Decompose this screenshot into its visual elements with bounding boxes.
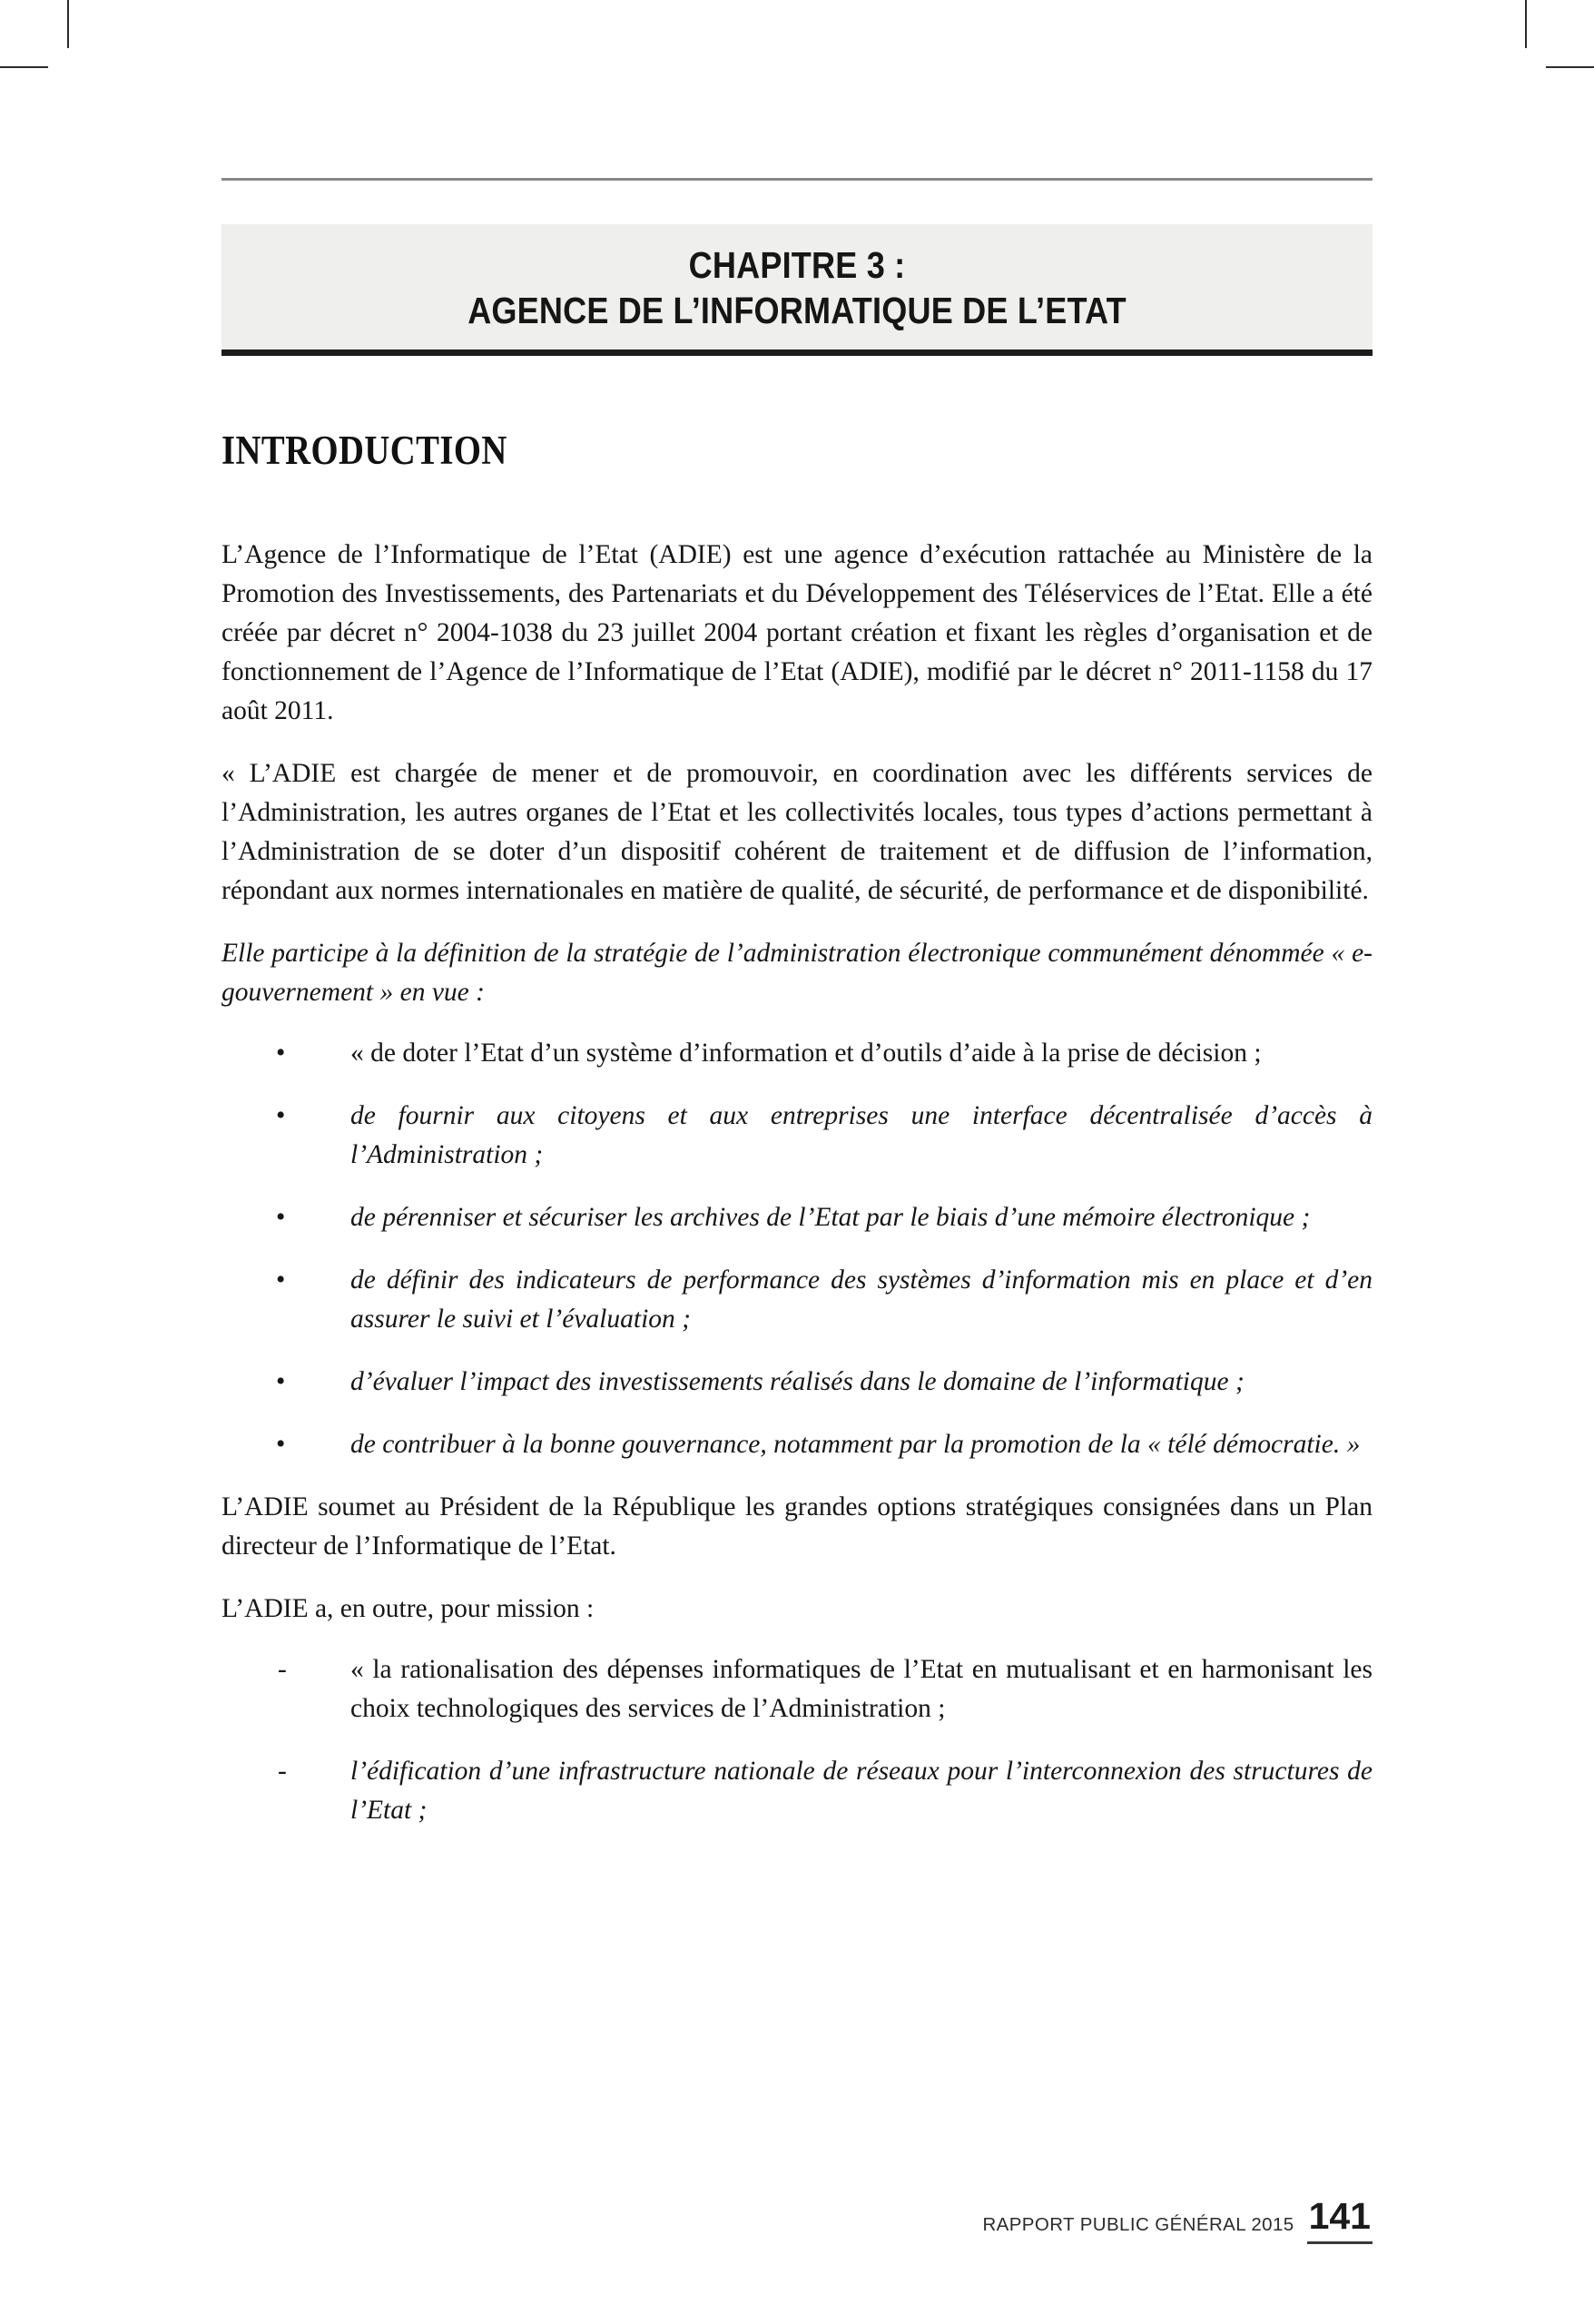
list-item-text: l’édification d’une infrastructure nationale de réseaux pour l’interconnexion des structures de l’Etat ; [350, 1757, 1373, 1825]
list-item [221, 1034, 1373, 1073]
page-footer [982, 2195, 1373, 2244]
list-item [221, 1425, 1373, 1464]
crop-mark-top-left-vertical [67, 0, 69, 48]
list-item-text: de pérenniser et sécuriser les archives de l’Etat par le biais d’une mémoire électronique ; [350, 1203, 1311, 1232]
list-item-text: de contribuer à la bonne gouvernance, notamment par la promotion de la « télé démocratie. » [350, 1430, 1361, 1459]
list-item-text: « la rationalisation des dépenses informatiques de l’Etat en mutualisant et en harmonisant les choix technologiques des services de l’Administration ; [350, 1655, 1373, 1723]
list-item [221, 1752, 1373, 1830]
list-item-text: de fournir aux citoyens et aux entreprises une interface décentralisée d’accès à l’Administration ; [350, 1101, 1373, 1169]
bullet-icon: • [276, 1101, 286, 1130]
bullet-icon: • [276, 1265, 286, 1295]
paragraph-egouvernement-lead-in: Elle participe à la définition de la stratégie de l’administration électronique communément dénommée « e-gouvernement » en vue : [221, 939, 1373, 1007]
page-content [221, 0, 1373, 2324]
paragraph-plan-directeur: L’ADIE soumet au Président de la République les grandes options stratégiques consignées dans un Plan directeur de l’Informatique de l’Etat. [221, 1492, 1373, 1561]
footer-report-label: RAPPORT PUBLIC GÉNÉRAL 2015 [982, 2214, 1294, 2235]
list-item [221, 1261, 1373, 1339]
body-text-region [221, 536, 1373, 1854]
bullet-icon: • [276, 1367, 286, 1396]
paragraph-adie-mission-quote: « L’ADIE est chargée de mener et de promouvoir, en coordination avec les différents services de l’Administration, les autres organes de l’Etat et les collectivités locales, tous types d’actions permettant à l’Administration de se doter d’un dispositif cohérent de traitement et de diffusion de l’information, répondant aux normes internationales en matière de qualité, de sécurité, de performance et de disponibilité. [221, 759, 1373, 905]
additional-missions-list [221, 1650, 1373, 1830]
egouvernement-objectives-list [221, 1034, 1373, 1464]
list-item [221, 1198, 1373, 1237]
list-item [221, 1363, 1373, 1402]
list-item-text: d’évaluer l’impact des investissements réalisés dans le domaine de l’informatique ; [350, 1367, 1245, 1396]
bullet-icon: • [276, 1039, 286, 1068]
list-item [221, 1650, 1373, 1728]
list-item-text: « de doter l’Etat d’un système d’information et d’outils d’aide à la prise de décision ; [350, 1039, 1262, 1068]
bullet-icon: • [276, 1203, 286, 1232]
chapter-number-line: CHAPITRE 3 : [688, 244, 906, 286]
paragraph-missions-lead-in: L’ADIE a, en outre, pour mission : [221, 1594, 595, 1623]
dash-icon: - [278, 1655, 287, 1684]
header-divider-rule [221, 178, 1373, 181]
bullet-icon: • [276, 1430, 286, 1459]
crop-mark-top-right-vertical [1525, 0, 1527, 48]
crop-mark-top-right-horizontal [1546, 66, 1594, 68]
chapter-name-line: AGENCE DE L’INFORMATIQUE DE L’ETAT [467, 290, 1127, 332]
crop-mark-top-left-horizontal [0, 66, 48, 68]
paragraph-intro-decree: L’Agence de l’Informatique de l’Etat (ADIE) est une agence d’exécution rattachée au Ministère de la Promotion des Investissements, des Partenariats et du Développement des Téléservices de l’Etat. Elle a été créée par décret n° 2004-1038 du 23 juillet 2004 portant création et fixant les règles d’organisation et de fonctionnement de l’Agence de l’Informatique de l’Etat (ADIE), modifié par le décret n° 2011-1158 du 17 août 2011. [221, 540, 1373, 725]
footer-page-number: 141 [1307, 2198, 1373, 2244]
page-title: INTRODUCTION [221, 428, 507, 473]
list-item [221, 1097, 1373, 1175]
dash-icon: - [278, 1757, 287, 1786]
chapter-title-banner [221, 224, 1373, 356]
list-item-text: de définir des indicateurs de performance des systèmes d’information mis en place et d’en assurer le suivi et l’évaluation ; [350, 1265, 1373, 1334]
